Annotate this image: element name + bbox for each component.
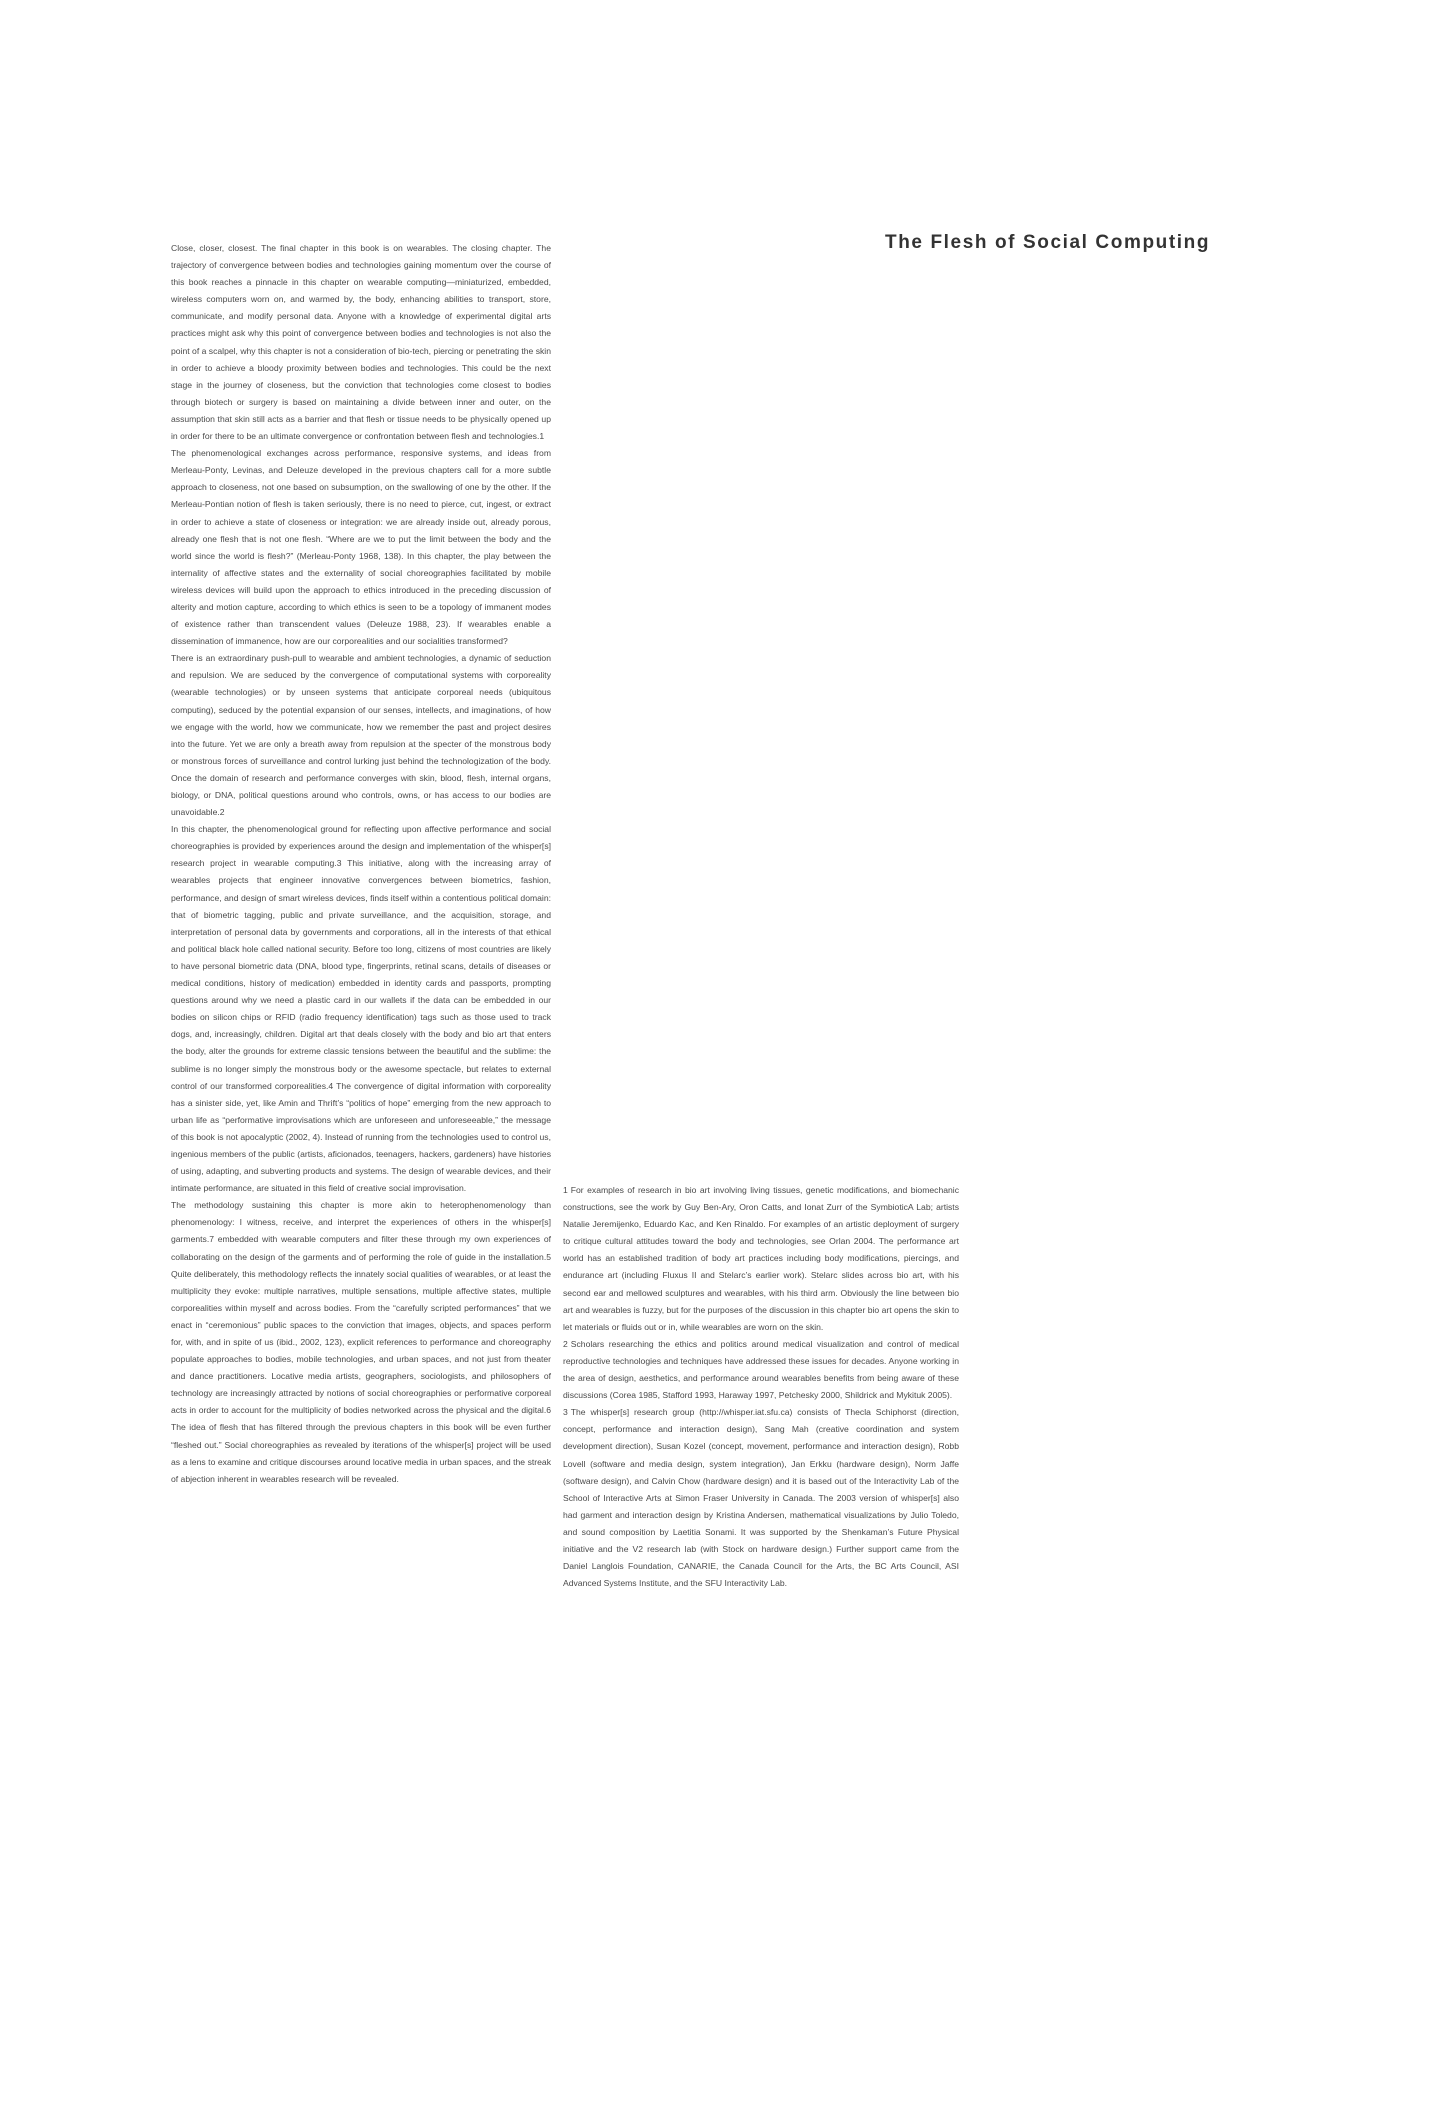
endnote-text: For examples of research in bio art involving living tissues, genetic modifications, and biomechanic constructions, see the work by Guy Ben-Ary, Oron Catts, and Ionat Zurr of the SymbioticA Lab; artists Natalie Jeremijenko, Eduardo Kac, and Ken Rinaldo. For examples of an artistic deployment of surgery to critique cultural attitudes toward the body and technologies, see Orlan 2004. The performance art world has an established tradition of body art practices including body modifications, piercings, and endurance art (including Fluxus II and Stelarc’s earlier work). Stelarc slides across bio art, with his second ear and mellowed sculptures and wearables, with his third arm. Obviously the line between bio art and wearables is fuzzy, but for the purposes of the discussion in this chapter bio art opens the skin to let materials or fluids out or in, while wearables are worn on the skin. — [563, 1185, 959, 1332]
endnote-text: The whisper[s] research group (http://whisper.iat.sfu.ca) consists of Thecla Schiphorst (direction, concept, performance and interaction design), Sang Mah (creative coordination and system development direction), Susan Kozel (concept, movement, performance and interaction design), Robb Lovell (software and media design, system integration), Jan Erkku (hardware design), Norm Jaffe (software design), and Calvin Chow (hardware design) and it is based out of the Interactivity Lab of the School of Interactive Arts at Simon Fraser University in Canada. The 2003 version of whisper[s] also had garment and interaction design by Kristina Andersen, mathematical visualizations by Julio Toledo, and sound composition by Laetitia Sonami. It was supported by the Shenkaman’s Future Physical initiative and the V2 research lab (with Stock on hardware design.) Further support came from the Daniel Langlois Foundation, CANARIE, the Canada Council for the Arts, the BC Arts Council, ASI Advanced Systems Institute, and the SFU Interactivity Lab. — [563, 1407, 959, 1589]
paragraph: In this chapter, the phenomenological ground for reflecting upon affective performance and social choreographies is provided by experiences around the design and implementation of the whisper[s] research project in wearable computing.3 This initiative, along with the increasing array of wearables projects that engineer innovative convergences between biometrics, fashion, performance, and design of smart wireless devices, finds itself within a contentious political domain: that of biometric tagging, public and private surveillance, and the acquisition, storage, and interpretation of personal data by governments and corporations, all in the interests of that ethical and political black hole called national security. Before too long, citizens of most countries are likely to have personal biometric data (DNA, blood type, fingerprints, retinal scans, details of diseases or medical conditions, history of medication) embedded in identity cards and passports, prompting questions around why we need a plastic card in our wallets if the data can be embedded in our bodies on silicon chips or RFID (radio frequency identification) tags such as those used to track dogs, and, increasingly, children. Digital art that deals closely with the body and bio art that enters the body, alter the grounds for extreme classic tensions between the beautiful and the sublime: the sublime is no longer simply the monstrous body or the awesome spectacle, but relates to external control of our transformed corporealities.4 The convergence of digital information with corporeality has a sinister side, yet, like Amin and Thrift’s “politics of hope” emerging from the new approach to urban life as “performative improvisations which are unforeseen and unforeseeable,” the message of this book is not apocalyptic (2002, 4). Instead of running from the technologies used to control us, ingenious members of the public (artists, aficionados, teenagers, hackers, gardeners) have histories of using, adapting, and subverting products and systems. The design of wearable devices, and their intimate performance, are situated in this field of creative social improvisation. — [171, 824, 551, 1194]
paragraph: The methodology sustaining this chapter is more akin to heterophenomenology than phenomenology: I witness, receive, and interpret the experiences of others in the whisper[s] garments.7 embedded with wearable computers and filter these through my own experiences of collaborating on the design of the garments and of performing the role of guide in the installation.5 Quite deliberately, this methodology reflects the innately social qualities of wearables, or at least the multiplicity they evoke: multiple narratives, multiple sensations, multiple affective states, multiple corporealities within myself and across bodies. From the “carefully scripted performances” that we enact in “ceremonious” public spaces to the conviction that images, objects, and spaces perform for, with, and in spite of us (ibid., 2002, 123), explicit references to performance and choreography populate approaches to bodies, mobile technologies, and urban spaces, and not just from theater and dance practitioners. Locative media artists, geographers, sociologists, and philosophers of technology are increasingly attracted by notions of social choreographies or performative corporeal acts in order to account for the multiplicity of bodies networked across the physical and the digital.6 The idea of flesh that has filtered through the previous chapters in this book will be even further “fleshed out.” Social choreographies as revealed by iterations of the whisper[s] project will be used as a lens to examine and critique discourses around locative media in urban spaces, and the streak of abjection inherent in wearables research will be revealed. — [171, 1200, 551, 1484]
endnote — [563, 1404, 959, 1592]
endnote-text: Scholars researching the ethics and politics around medical visualization and control of medical reproductive technologies and techniques have addressed these issues for decades. Anyone working in the area of design, aesthetics, and performance around wearables benefits from being aware of these discussions (Corea 1985, Stafford 1993, Haraway 1997, Petchesky 2000, Shildrick and Mykituk 2005). — [563, 1338, 959, 1401]
endnote-number: 2 — [563, 1338, 568, 1349]
endnote-number: 1 — [563, 1185, 568, 1195]
paragraph: There is an extraordinary push-pull to wearable and ambient technologies, a dynamic of seduction and repulsion. We are seduced by the convergence of computational systems with corporeality (wearable technologies) or by unseen systems that anticipate corporeal needs (ubiquitous computing), seduced by the potential expansion of our senses, intellects, and imaginations, of how we engage with the world, how we communicate, how we remember the past and project desires into the future. Yet we are only a breath away from repulsion at the specter of the monstrous body or monstrous forces of surveillance and control lurking just behind the technologization of the body. Once the domain of research and performance converges with skin, blood, flesh, internal organs, biology, or DNA, political questions around who controls, owns, or has access to our bodies are unavoidable.2 — [171, 653, 551, 818]
endnote-number: 3 — [563, 1407, 568, 1418]
endnote — [563, 1182, 959, 1336]
running-head: The Flesh of Social Computing — [885, 232, 1211, 253]
body-text-column — [171, 240, 551, 1488]
endnote — [563, 1336, 959, 1404]
endnotes-column — [563, 1182, 959, 1592]
paragraph: Close, closer, closest. The final chapter in this book is on wearables. The closing chapter. The trajectory of convergence between bodies and technologies gaining momentum over the course of this book reaches a pinnacle in this chapter on wearable computing—miniaturized, embedded, wireless computers worn on, and warmed by, the body, enhancing abilities to transport, store, communicate, and modify personal data. Anyone with a knowledge of experimental digital arts practices might ask why this point of convergence between bodies and technologies is not also the point of a scalpel, why this chapter is not a consideration of bio-tech, piercing or penetrating the skin in order to achieve a bloody proximity between bodies and technologies. This could be the next stage in the journey of closeness, but the conviction that technologies come closest to bodies through biotech or surgery is based on maintaining a divide between inner and outer, on the assumption that skin still acts as a barrier and that flesh or tissue needs to be physically opened up in order for there to be an ultimate convergence or confrontation between flesh and technologies.1 — [171, 243, 551, 442]
paragraph: The phenomenological exchanges across performance, responsive systems, and ideas from Merleau-Ponty, Levinas, and Deleuze developed in the previous chapters call for a more subtle approach to closeness, not one based on subsumption, on the swallowing of one by the other. If the Merleau-Pontian notion of flesh is taken seriously, there is no need to pierce, cut, ingest, or extract in order to achieve a state of closeness or integration: we are already inside out, already porous, already one flesh that is not one flesh. “Where are we to put the limit between the body and the world since the world is flesh?” (Merleau-Ponty 1968, 138). In this chapter, the play between the internality of affective states and the externality of social choreographies facilitated by mobile wireless devices will build upon the approach to ethics introduced in the preceding discussion of alterity and motion capture, according to which ethics is seen to be a topology of immanent modes of existence rather than transcendent values (Deleuze 1988, 23). If wearables enable a dissemination of immanence, how are our corporealities and our socialities transformed? — [171, 448, 551, 647]
